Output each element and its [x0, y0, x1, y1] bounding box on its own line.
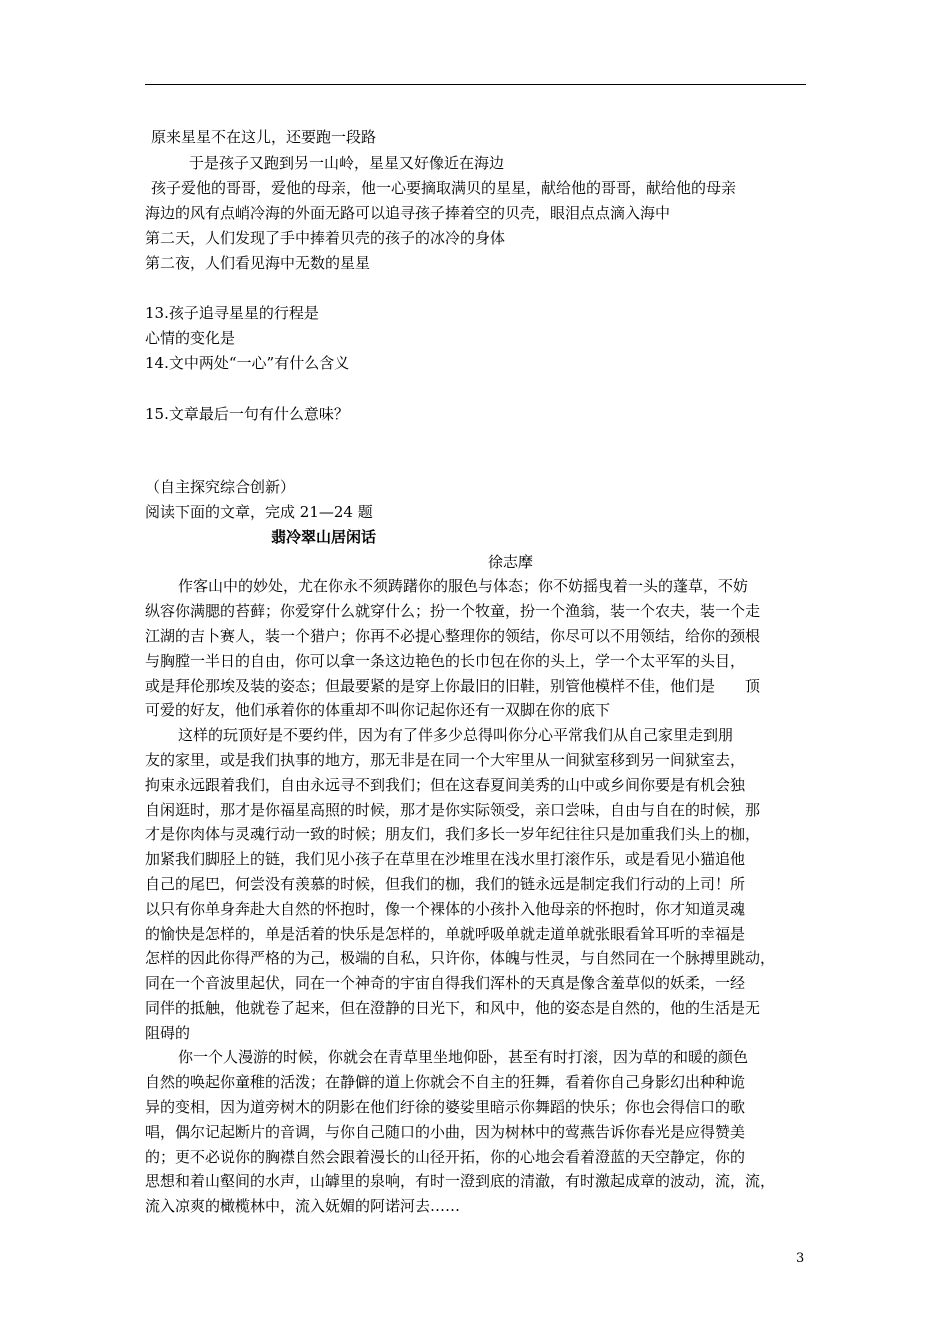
poem-line-5: 第二天，人们发现了手中捧着贝壳的孩子的冰冷的身体 [145, 229, 506, 247]
article-line: 以只有你单身奔赴大自然的怀抱时，像一个裸体的小孩扑入他母亲的怀抱时，你才知道灵魂 [145, 900, 746, 918]
question-14: 14.文中两处“一心”有什么含义 [145, 354, 350, 372]
article-line: 与胸膛一半日的自由，你可以拿一条这边艳色的长巾包在你的头上，学一个太平军的头目， [145, 652, 746, 670]
header-rule [145, 84, 806, 85]
article-line: 唱，偶尔记起断片的音调，与你自己随口的小曲，因为树林中的莺燕告诉你春光是应得赞美 [145, 1123, 746, 1141]
article-line: 友的家里，或是我们执事的地方，那无非是在同一个大牢里从一间狱室移到另一间狱室去， [145, 751, 746, 769]
section-label: （自主探究综合创新） [145, 478, 296, 496]
article-line: 思想和着山壑间的水声，山罅里的泉响，有时一澄到底的清澈，有时激起成章的波动，流，流， [145, 1172, 776, 1190]
article-line: 或是拜伦那埃及装的姿态；但最要紧的是穿上你最旧的旧鞋，别管他模样不佳，他们是 顶 [145, 677, 761, 695]
section-instruction: 阅读下面的文章，完成 21—24 题 [145, 503, 373, 521]
article-line: 流入凉爽的橄榄林中，流入妩媚的阿诺河去…… [145, 1197, 461, 1215]
article-line: 这样的玩顶好是不要约伴，因为有了伴多少总得叫你分心平常我们从自己家里走到朋 [178, 726, 734, 744]
poem-line-6: 第二夜，人们看见海中无数的星星 [145, 254, 371, 272]
article-line: 自然的唤起你童稚的活泼；在静僻的道上你就会不自主的狂舞，看着你自己身影幻出种种诡 [145, 1073, 746, 1091]
article-line: 才是你肉体与灵魂行动一致的时候；朋友们，我们多长一岁年纪往往只是加重我们头上的枷， [145, 825, 761, 843]
article-line: 可爱的好友，他们承着你的体重却不叫你记起你还有一双脚在你的底下 [145, 701, 611, 719]
article-line: 同伴的抵触，他就卷了起来，但在澄静的日光下，和风中，他的姿态是自然的，他的生活是无 [145, 999, 761, 1017]
article-line: 作客山中的妙处，尤在你永不须踌躇你的服色与体态；你不妨摇曳着一头的蓬草，不妨 [178, 577, 749, 595]
article-line: 怎样的因此你得严格的为己，极端的自私，只许你，体魄与性灵，与自然同在一个脉搏里跳动， [145, 949, 776, 967]
article-line: 自闲逛时，那才是你福星高照的时候，那才是你实际领受，亲口尝味，自由与自在的时候，那 [145, 801, 761, 819]
poem-line-4: 海边的风有点峭冷海的外面无路可以追寻孩子捧着空的贝壳，眼泪点点滴入海中 [145, 204, 671, 222]
article-line: 你一个人漫游的时候，你就会在青草里坐地仰卧，甚至有时打滚，因为草的和暖的颜色 [178, 1048, 749, 1066]
article-line: 加紧我们脚胫上的链，我们见小孩子在草里在沙堆里在浅水里打滚作乐，或是看见小猫追他 [145, 850, 746, 868]
article-line: 自己的尾巴，何尝没有羡慕的时候，但我们的枷，我们的链永远是制定我们行动的上司！所 [145, 875, 746, 893]
article-line: 异的变相，因为道旁树木的阴影在他们纡徐的婆娑里暗示你舞蹈的快乐；你也会得信口的歌 [145, 1098, 746, 1116]
question-15: 15.文章最后一句有什么意味？ [145, 405, 349, 423]
article-line: 江湖的吉卜赛人，装一个猎户；你再不必提心整理你的领结，你尽可以不用领结，给你的颈根 [145, 627, 761, 645]
article-title: 翡冷翠山居闲话 [271, 528, 377, 546]
article-line: 阻碍的 [145, 1024, 191, 1042]
question-13-line-1: 13.孩子追寻星星的行程是 [145, 304, 319, 322]
page-number: 3 [796, 1251, 805, 1266]
article-author: 徐志摩 [488, 553, 534, 571]
article-line: 拘束永远跟着我们，自由永远寻不到我们；但在这春夏间美秀的山中或乡间你要是有机会独 [145, 776, 746, 794]
poem-line-3: 孩子爱他的哥哥，爱他的母亲，他一心要摘取满贝的星星，献给他的哥哥，献给他的母亲 [151, 179, 737, 197]
poem-line-1: 原来星星不在这儿，还要跑一段路 [151, 128, 377, 146]
question-13-line-2: 心情的变化是 [145, 329, 236, 347]
article-line: 纵容你满腮的苔藓；你爱穿什么就穿什么；扮一个牧童，扮一个渔翁，装一个农夫，装一个走 [145, 602, 761, 620]
article-line: 的；更不必说你的胸襟自然会跟着漫长的山径开拓，你的心地会看着澄蓝的天空静定，你的 [145, 1148, 746, 1166]
article-line: 同在一个音波里起伏，同在一个神奇的宇宙自得我们浑朴的天真是像含羞草似的妖柔，一经 [145, 974, 746, 992]
poem-line-2: 于是孩子又跑到另一山岭，星星又好像近在海边 [189, 154, 505, 172]
article-line: 的愉快是怎样的，单是活着的快乐是怎样的，单就呼吸单就走道单就张眼看耸耳听的幸福是 [145, 925, 746, 943]
